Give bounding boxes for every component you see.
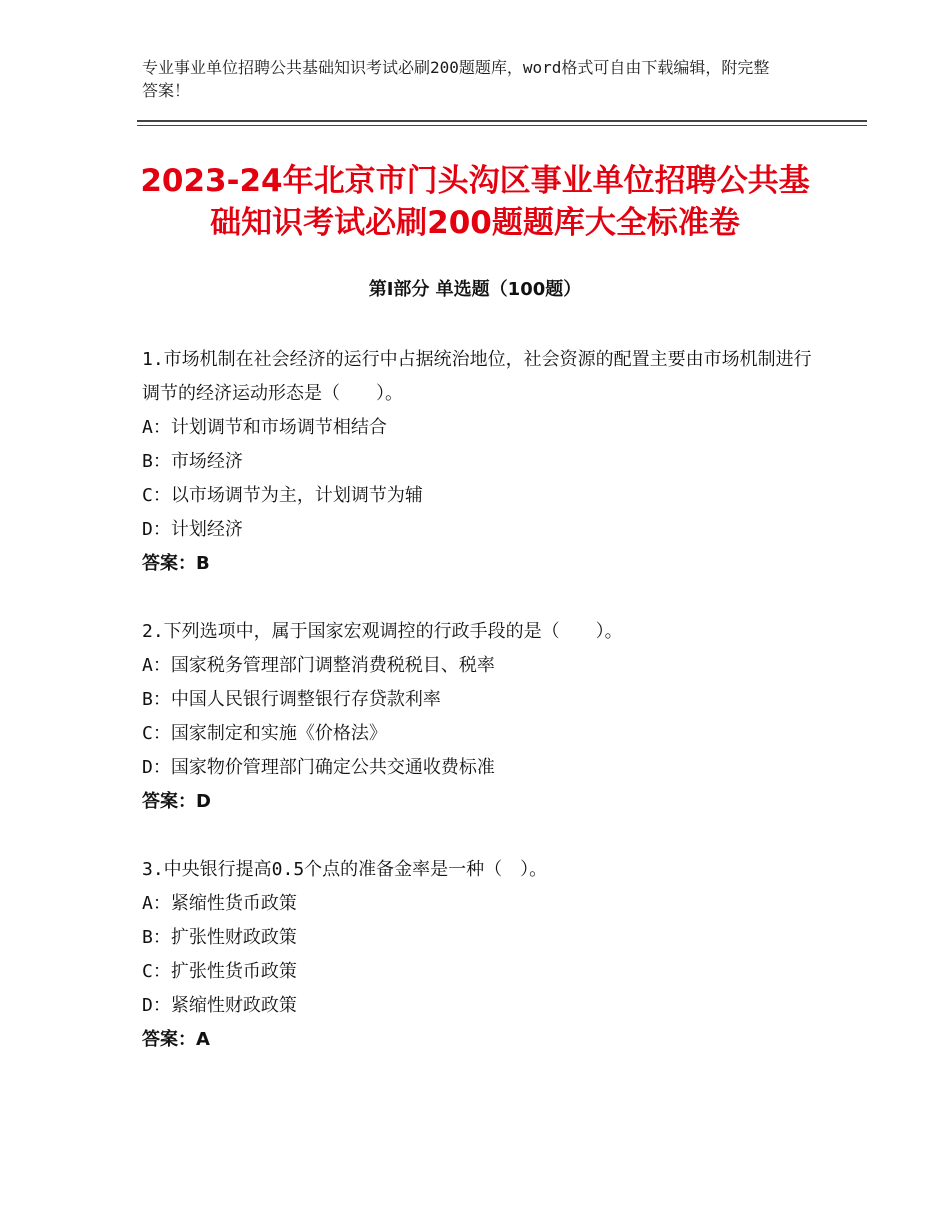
question-list <box>142 343 812 1091</box>
question-3 <box>142 853 812 1057</box>
option-c: C：以市场调节为主，计划调节为辅 <box>142 485 423 506</box>
question-2 <box>142 615 812 819</box>
option-a: A：计划调节和市场调节相结合 <box>142 417 387 438</box>
header-note: 专业事业单位招聘公共基础知识考试必刷200题题库，word格式可自由下载编辑，附完整答案！ <box>142 58 770 100</box>
answer: 答案：B <box>142 553 210 574</box>
answer: 答案：D <box>142 791 211 812</box>
option-a: A：国家税务管理部门调整消费税税目、税率 <box>142 655 495 676</box>
option-d: D：紧缩性财政政策 <box>142 995 297 1016</box>
header-divider <box>137 120 867 122</box>
option-d: D：国家物价管理部门确定公共交通收费标准 <box>142 757 495 778</box>
question-stem: 2.下列选项中，属于国家宏观调控的行政手段的是（ ）。 <box>142 621 623 642</box>
question-stem: 3.中央银行提高0.5个点的准备金率是一种（ ）。 <box>142 859 548 880</box>
document-title: 2023-24年北京市门头沟区事业单位招聘公共基础知识考试必刷200题题库大全标准卷 <box>140 163 810 241</box>
option-c: C：国家制定和实施《价格法》 <box>142 723 387 744</box>
option-d: D：计划经济 <box>142 519 243 540</box>
question-1 <box>142 343 812 581</box>
section-title: 第Ⅰ部分 单选题（100题） <box>368 279 582 300</box>
question-stem: 1.市场机制在社会经济的运行中占据统治地位，社会资源的配置主要由市场机制进行调节的经济运动形态是（ ）。 <box>142 349 812 404</box>
option-b: B：扩张性财政政策 <box>142 927 297 948</box>
option-b: B：中国人民银行调整银行存贷款利率 <box>142 689 441 710</box>
option-c: C：扩张性货币政策 <box>142 961 297 982</box>
header-divider-thin <box>137 125 867 126</box>
option-a: A：紧缩性货币政策 <box>142 893 297 914</box>
option-b: B：市场经济 <box>142 451 243 472</box>
answer: 答案：A <box>142 1029 210 1050</box>
